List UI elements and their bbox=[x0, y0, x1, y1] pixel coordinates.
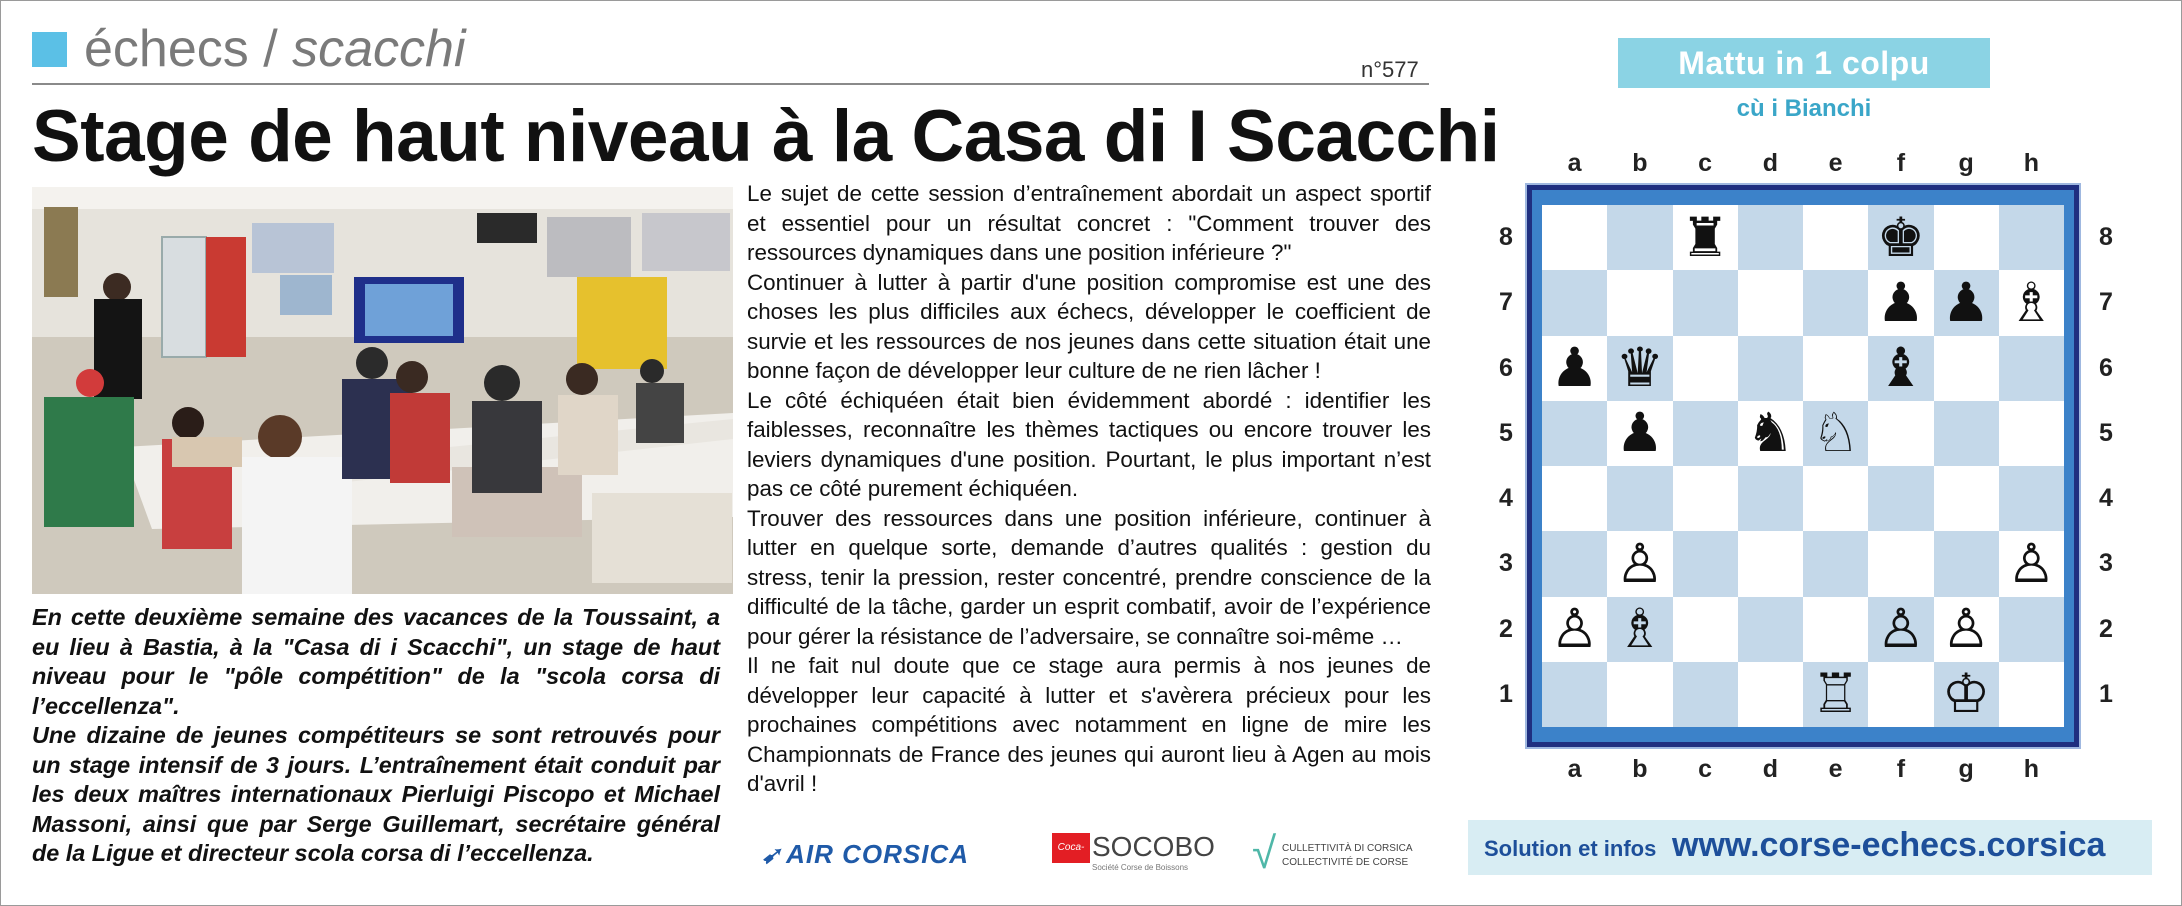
rank-label-2: 2 bbox=[2099, 614, 2113, 643]
bird-icon: ➹ bbox=[761, 842, 783, 869]
square-g6 bbox=[1934, 336, 1999, 401]
square-d8 bbox=[1738, 205, 1803, 270]
square-b3 bbox=[1607, 531, 1672, 596]
square-f7 bbox=[1868, 270, 1933, 335]
section-title: échecs / scacchi bbox=[84, 20, 466, 78]
square-e7 bbox=[1803, 270, 1868, 335]
square-g7 bbox=[1934, 270, 1999, 335]
rank-label-1: 1 bbox=[1499, 679, 1513, 708]
chess-board bbox=[1542, 205, 2064, 727]
body-paragraph: Continuer à lutter à partir d'une position compromise est une des choses les plus difficiles aux échecs, développer le coefficient de survie et les ressources de nos jeunes dans cette situation était une bonne façon de développer leur culture de ne rien lâcher ! bbox=[747, 269, 1431, 383]
square-a5 bbox=[1542, 401, 1607, 466]
file-label-a: a bbox=[1567, 149, 1582, 177]
square-g8 bbox=[1934, 205, 1999, 270]
piece-h3: ♙ bbox=[2007, 531, 2056, 595]
square-g1 bbox=[1934, 662, 1999, 727]
piece-a6: ♟ bbox=[1550, 336, 1599, 400]
square-f5 bbox=[1868, 401, 1933, 466]
square-e1 bbox=[1803, 662, 1868, 727]
air-corsica-logo: ➹ AIR CORSICA bbox=[761, 839, 970, 869]
square-c8 bbox=[1673, 205, 1738, 270]
socobo-logo: Coca-ColaSOCOBO Société Corse de Boissons bbox=[1052, 833, 1215, 863]
piece-b5: ♟ bbox=[1615, 401, 1665, 465]
square-h6 bbox=[1999, 336, 2064, 401]
piece-e1: ♖ bbox=[1811, 662, 1860, 726]
file-label-d: d bbox=[1762, 149, 1779, 177]
piece-b2: ♗ bbox=[1615, 597, 1665, 661]
rank-label-1: 1 bbox=[2099, 679, 2113, 708]
piece-f6: ♝ bbox=[1876, 336, 1926, 400]
rank-label-6: 6 bbox=[1499, 353, 1513, 382]
piece-f2: ♙ bbox=[1876, 597, 1926, 661]
file-label-h: h bbox=[2023, 755, 2040, 783]
body-paragraph: Il ne fait nul doute que ce stage aura permis à nos jeunes de développer leur capacité à lutter et s'avèrera précieux pour les prochaines compétitions avec notamment en ligne de mire les Championnats de France des jeunes qui auront lieu à Agen au mois d'avril ! bbox=[747, 653, 1431, 796]
sponsor-logos: ➹ AIR CORSICA Coca-ColaSOCOBO Société Corse de Boissons √ CULLETTIVITÀ DI CORSICA COLLECTIVITÉ DE CORSE bbox=[761, 829, 1413, 883]
square-b5 bbox=[1607, 401, 1672, 466]
file-label-g: g bbox=[1958, 149, 1974, 177]
square-d6 bbox=[1738, 336, 1803, 401]
square-c1 bbox=[1673, 662, 1738, 727]
rank-label-4: 4 bbox=[1499, 484, 1513, 512]
square-g4 bbox=[1934, 466, 1999, 531]
rank-label-3: 3 bbox=[1499, 549, 1513, 578]
file-label-c: c bbox=[1698, 149, 1713, 177]
square-d5 bbox=[1738, 401, 1803, 466]
square-d3 bbox=[1738, 531, 1803, 596]
square-c2 bbox=[1673, 597, 1738, 662]
square-a7 bbox=[1542, 270, 1607, 335]
square-h2 bbox=[1999, 597, 2064, 662]
square-d4 bbox=[1738, 466, 1803, 531]
file-label-e: e bbox=[1828, 149, 1843, 177]
square-d7 bbox=[1738, 270, 1803, 335]
square-f3 bbox=[1868, 531, 1933, 596]
square-f2 bbox=[1868, 597, 1933, 662]
side-to-move: cù i Bianchi bbox=[1736, 95, 1872, 122]
square-h1 bbox=[1999, 662, 2064, 727]
rank-labels-left bbox=[1491, 205, 1521, 727]
rank-label-8: 8 bbox=[2099, 223, 2113, 251]
rank-label-4: 4 bbox=[2099, 484, 2113, 512]
file-label-f: f bbox=[1896, 755, 1906, 783]
square-e4 bbox=[1803, 466, 1868, 531]
rank-label-5: 5 bbox=[2099, 418, 2113, 447]
piece-f7: ♟ bbox=[1876, 270, 1926, 334]
square-h8 bbox=[1999, 205, 2064, 270]
article-body bbox=[747, 179, 1431, 799]
square-d1 bbox=[1738, 662, 1803, 727]
piece-f8: ♚ bbox=[1876, 205, 1926, 269]
square-a3 bbox=[1542, 531, 1607, 596]
caption-paragraph: En cette deuxième semaine des vacances de la Toussaint, a eu lieu à Bastia, à la "Casa di i Scacchi", un stage de haut niveau pour le "pôle compétition" de la "scola corsa di l’eccellenza". bbox=[32, 604, 720, 719]
rank-label-3: 3 bbox=[2099, 549, 2113, 578]
square-b6 bbox=[1607, 336, 1672, 401]
square-d2 bbox=[1738, 597, 1803, 662]
file-label-c: c bbox=[1698, 755, 1713, 783]
file-label-e: e bbox=[1828, 755, 1843, 783]
square-b8 bbox=[1607, 205, 1672, 270]
file-labels-bottom bbox=[1542, 755, 2064, 784]
file-label-g: g bbox=[1958, 755, 1974, 783]
file-label-a: a bbox=[1567, 755, 1582, 783]
section-marker bbox=[32, 32, 67, 67]
square-f1 bbox=[1868, 662, 1933, 727]
article-photo bbox=[32, 187, 733, 594]
solution-label: Solution et infos bbox=[1484, 836, 1657, 861]
square-e6 bbox=[1803, 336, 1868, 401]
square-a2 bbox=[1542, 597, 1607, 662]
rank-label-8: 8 bbox=[1499, 223, 1513, 251]
square-g5 bbox=[1934, 401, 1999, 466]
file-label-b: b bbox=[1632, 755, 1648, 783]
square-c3 bbox=[1673, 531, 1738, 596]
square-h7 bbox=[1999, 270, 2064, 335]
square-c5 bbox=[1673, 401, 1738, 466]
square-b2 bbox=[1607, 597, 1672, 662]
square-g3 bbox=[1934, 531, 1999, 596]
file-labels-top bbox=[1542, 149, 2064, 178]
rank-labels-right bbox=[2091, 205, 2121, 727]
square-b1 bbox=[1607, 662, 1672, 727]
solution-banner bbox=[1468, 820, 2152, 875]
rank-label-7: 7 bbox=[1499, 288, 1513, 317]
square-a1 bbox=[1542, 662, 1607, 727]
piece-d5: ♞ bbox=[1746, 401, 1795, 465]
piece-e5: ♘ bbox=[1811, 401, 1860, 465]
caption-paragraph: Une dizaine de jeunes compétiteurs se sont retrouvés pour un stage intensif de 3 jours. L’entraînement était conduit par les deux maîtres internationaux Pierluigi Piscopo et Michael Massoni, ainsi que par Serge Guillemart, secrétaire général de la Ligue et directeur scola corsa di l’eccellenza. bbox=[32, 722, 720, 866]
body-paragraph: Le côté échiquéen était bien évidemment abordé : identifier les faiblesses, reconnaître les thèmes tactiques ou encore trouver les leviers dynamiques d'une position. Pourtant, le plus important n’est pas ce côté purement échiquéen. bbox=[747, 387, 1431, 501]
square-f6 bbox=[1868, 336, 1933, 401]
piece-g1: ♔ bbox=[1941, 662, 1991, 726]
rank-label-2: 2 bbox=[1499, 614, 1513, 643]
square-h4 bbox=[1999, 466, 2064, 531]
issue-number: n°577 bbox=[1361, 57, 1419, 82]
file-label-h: h bbox=[2023, 149, 2040, 177]
square-b4 bbox=[1607, 466, 1672, 531]
piece-g7: ♟ bbox=[1941, 270, 1991, 334]
square-c4 bbox=[1673, 466, 1738, 531]
piece-a2: ♙ bbox=[1550, 597, 1599, 661]
square-e8 bbox=[1803, 205, 1868, 270]
square-f8 bbox=[1868, 205, 1933, 270]
photo-caption bbox=[32, 603, 720, 869]
square-h5 bbox=[1999, 401, 2064, 466]
cdc-emblem-icon: √ bbox=[1252, 829, 1277, 878]
piece-b6: ♛ bbox=[1615, 336, 1665, 400]
rank-label-7: 7 bbox=[2099, 288, 2113, 317]
square-f4 bbox=[1868, 466, 1933, 531]
puzzle-title: Mattu in 1 colpu bbox=[1618, 38, 1990, 88]
file-label-b: b bbox=[1632, 149, 1648, 177]
square-b7 bbox=[1607, 270, 1672, 335]
headline: Stage de haut niveau à la Casa di I Scacchi bbox=[32, 96, 1500, 177]
square-e3 bbox=[1803, 531, 1868, 596]
square-a8 bbox=[1542, 205, 1607, 270]
piece-h7: ♗ bbox=[2007, 270, 2056, 334]
website-link[interactable]: www.corse-echecs.corsica bbox=[1672, 826, 2106, 864]
square-g2 bbox=[1934, 597, 1999, 662]
square-c7 bbox=[1673, 270, 1738, 335]
square-e2 bbox=[1803, 597, 1868, 662]
piece-b3: ♙ bbox=[1615, 531, 1665, 595]
piece-g2: ♙ bbox=[1941, 597, 1991, 661]
body-paragraph: Trouver des ressources dans une position inférieure, continuer à lutter en quelque sorte, demande d’autres qualités : gestion du stress, tenir la pression, rester concentré, prendre conscience de la difficulté de la tâche, garder un esprit combatif, avoir de l’expérience pour gérer la résistance de l’adversaire, se connaître soi-même … bbox=[747, 505, 1431, 649]
square-a4 bbox=[1542, 466, 1607, 531]
file-label-d: d bbox=[1762, 755, 1779, 783]
piece-c8: ♜ bbox=[1680, 205, 1730, 269]
file-label-f: f bbox=[1896, 149, 1906, 177]
rank-label-6: 6 bbox=[2099, 353, 2113, 382]
square-e5 bbox=[1803, 401, 1868, 466]
body-paragraph: Le sujet de cette session d’entraînement abordait un aspect sportif et essentiel pour un résultat concret : "Comment trouver des ressources dynamiques dans une position inférieure ?" bbox=[747, 181, 1431, 265]
square-h3 bbox=[1999, 531, 2064, 596]
square-c6 bbox=[1673, 336, 1738, 401]
header-rule bbox=[32, 83, 1429, 85]
square-a6 bbox=[1542, 336, 1607, 401]
rank-label-5: 5 bbox=[1499, 418, 1513, 447]
